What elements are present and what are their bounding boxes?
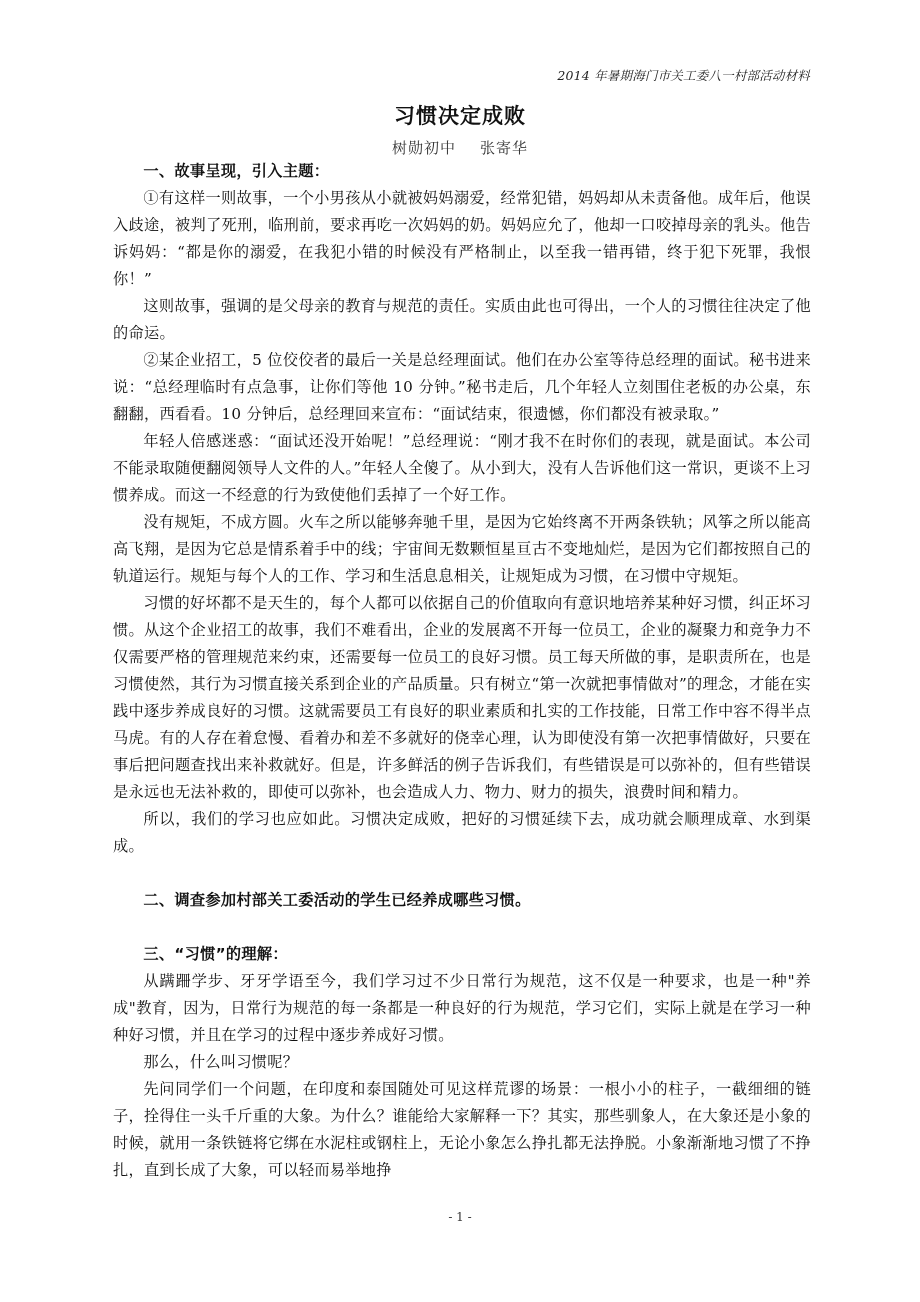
paragraph: ①有这样一则故事，一个小男孩从小就被妈妈溺爱，经常犯错，妈妈却从未责备他。成年后，他误入歧途，被判了死刑，临刑前，要求再吃一次妈妈的奶。妈妈应允了，他却一口咬掉母亲的乳头。他告诉妈妈：“都是你的溺爱，在我犯小错的时候没有严格制止，以至我一错再错，终于犯下死罪，我恨你！” [113,189,811,288]
paragraph: 习惯的好坏都不是天生的，每个人都可以依据自己的价值取向有意识地培养某种好习惯，纠正坏习惯。从这个企业招工的故事，我们不难看出，企业的发展离不开每一位员工，企业的凝聚力和竞争力不仅需要严格的管理规范来约束，还需要每一位员工的良好习惯。员工每天所做的事，是职责所在，也是习惯使然，其行为习惯直接关系到企业的产品质量。只有树立“第一次就把事情做对”的理念，才能在实践中逐步养成良好的习惯。这就需要员工有良好的职业素质和扎实的工作技能，日常工作中容不得半点马虎。有的人存在着怠慢、看着办和差不多就好的侥幸心理，认为即使没有第一次把事情做好，只要在事后把问题查找出来补救就好。但是，许多鲜活的例子告诉我们，有些错误是可以弥补的，但有些错误是永远也无法补救的，即使可以弥补，也会造成人力、物力、财力的损失，浪费时间和精力。 [113,594,811,801]
running-header: 2014 年暑期海门市关工委八一村部活动材料 [557,68,810,83]
author-school: 树勋初中 [391,139,456,157]
blank-line [113,860,811,887]
document-title: 习惯决定成败 [394,104,526,128]
document-body [113,158,811,1184]
blank-line [113,914,811,941]
paragraph: 年轻人倍感迷惑：“面试还没开始呢！”总经理说：“刚才我不在时你们的表现，就是面试。本公司不能录取随便翻阅领导人文件的人。”年轻人全傻了。从小到大，没有人告诉他们这一常识，更谈不上习惯养成。而这一不经意的行为致使他们丢掉了一个好工作。 [113,432,811,504]
paragraph: 先问同学们一个问题，在印度和泰国随处可见这样荒谬的场景：一根小小的柱子，一截细细的链子，拴得住一头千斤重的大象。为什么？谁能给大家解释一下？其实，那些驯象人，在大象还是小象的时候，就用一条铁链将它绑在水泥柱或钢柱上，无论小象怎么挣扎都无法挣脱。小象渐渐地习惯了不挣扎，直到长成了大象，可以轻而易举地挣 [113,1080,811,1179]
page-number: - 1 - [448,1210,472,1224]
author-line [0,137,920,158]
section-heading-3: 三、“习惯”的理解： [143,945,288,963]
section-heading-1: 一、故事呈现，引入主题： [143,162,330,180]
paragraph: 没有规矩，不成方圆。火车之所以能够奔驰千里，是因为它始终离不开两条铁轨；风筝之所以能高高飞翔，是因为它总是情系着手中的线；宇宙间无数颗恒星亘古不变地灿烂，是因为它们都按照自己的轨道运行。规矩与每个人的工作、学习和生活息息相关，让规矩成为习惯，在习惯中守规矩。 [113,513,811,585]
section-heading-2: 二、调查参加村部关工委活动的学生已经养成哪些习惯。 [143,891,531,909]
paragraph: ②某企业招工，5 位佼佼者的最后一关是总经理面试。他们在办公室等待总经理的面试。秘书进来说：“总经理临时有点急事，让你们等他 10 分钟。”秘书走后，几个年轻人立刻围住老板的办公桌，东翻翻，西看看。10 分钟后，总经理回来宣布：“面试结束，很遗憾，你们都没有被录取。” [113,351,811,423]
paragraph: 那么，什么叫习惯呢？ [143,1053,299,1071]
paragraph: 所以，我们的学习也应如此。习惯决定成败，把好的习惯延续下去，成功就会顺理成章、水到渠成。 [113,810,811,855]
author-name: 张寄华 [480,139,529,157]
paragraph: 从蹒跚学步、牙牙学语至今，我们学习过不少日常行为规范，这不仅是一种要求，也是一种"养成"教育，因为，日常行为规范的每一条都是一种良好的行为规范，学习它们，实际上就是在学习一种种好习惯，并且在学习的过程中逐步养成好习惯。 [113,972,811,1044]
paragraph: 这则故事，强调的是父母亲的教育与规范的责任。实质由此也可得出，一个人的习惯往往决定了他的命运。 [113,297,811,342]
